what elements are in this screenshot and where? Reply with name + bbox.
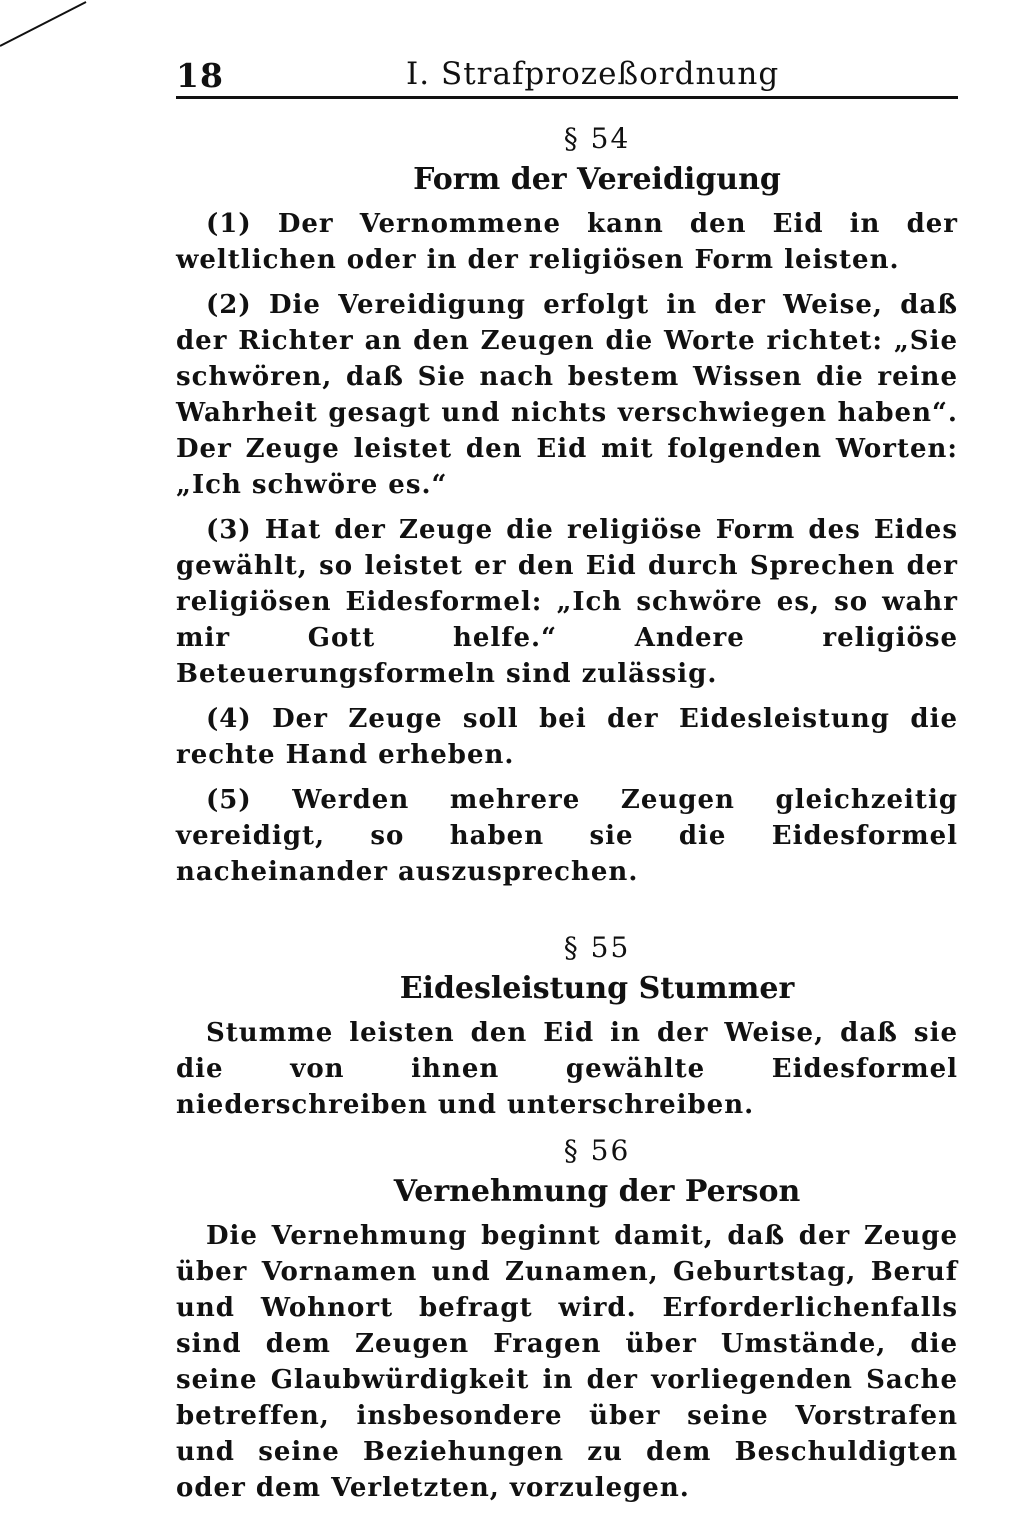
paragraph: (4) Der Zeuge soll bei der Eidesleistung die rechte Hand erheben. xyxy=(176,704,958,770)
header-rule xyxy=(176,96,958,99)
page-header xyxy=(176,52,958,96)
section-sign: § 54 xyxy=(563,122,631,155)
section-56 xyxy=(176,1132,958,1506)
section-55 xyxy=(176,929,958,1123)
paragraph: Die Vernehmung beginnt damit, daß der Zeuge über Vornamen und Zunamen, Geburtstag, Beruf und Wohnort befragt wird. Erforderlichenfalls sind dem Zeugen Fragen über Umstände, die seine Glaubwürdigkeit in der vorliegenden Sache betreffen, insbesondere über seine Vorstrafen und seine Beziehungen zu dem Beschuldigten oder dem Verletzten, vorzulegen. xyxy=(176,1221,958,1503)
page-number: 18 xyxy=(176,56,224,95)
section-sign: § 55 xyxy=(563,931,631,964)
paragraph: (1) Der Vernommene kann den Eid in der weltlichen oder in der religiösen Form leisten. xyxy=(176,209,958,275)
section-title: Vernehmung der Person xyxy=(393,1174,801,1209)
paragraph: Stumme leisten den Eid in der Weise, daß sie die von ihnen gewählte Eidesformel niederschreiben und unterschreiben. xyxy=(176,1018,958,1120)
section-title: Form der Vereidigung xyxy=(413,162,781,197)
pen-stroke-mark xyxy=(0,0,90,50)
paragraph: (2) Die Vereidigung erfolgt in der Weise, daß der Richter an den Zeugen die Worte richtet: „Sie schwören, daß Sie nach bestem Wissen die reine Wahrheit gesagt und nichts verschwiegen haben“. Der Zeuge leistet den Eid mit folgenden Worten: „Ich schwöre es.“ xyxy=(176,290,958,500)
paragraph: (5) Werden mehrere Zeugen gleichzeitig vereidigt, so haben sie die Eidesformel nacheinander auszusprechen. xyxy=(176,785,958,887)
running-title: I. Strafprozeßordnung xyxy=(406,56,780,92)
section-54 xyxy=(176,120,958,890)
page-body xyxy=(176,120,958,1515)
section-sign: § 56 xyxy=(563,1134,631,1167)
section-title: Eidesleistung Stummer xyxy=(399,971,795,1006)
paragraph: (3) Hat der Zeuge die religiöse Form des Eides gewählt, so leistet er den Eid durch Sprechen der religiösen Eidesformel: „Ich schwöre es, so wahr mir Gott helfe.“ Andere religiöse Beteuerungsformeln sind zulässig. xyxy=(176,515,958,689)
